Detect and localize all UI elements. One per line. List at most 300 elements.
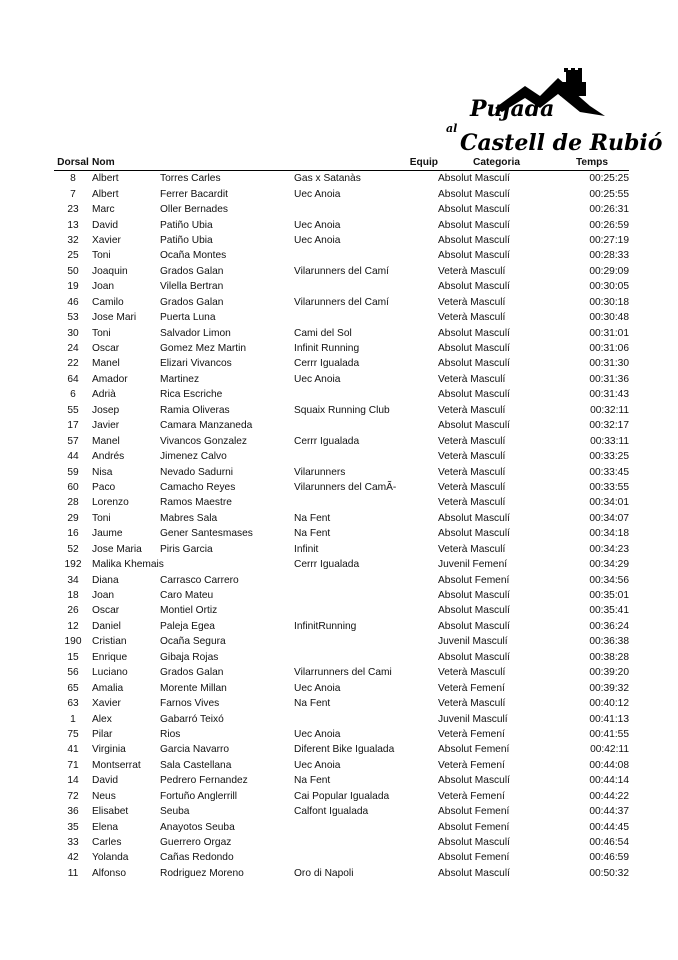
cell-cognom: Seuba <box>160 806 190 818</box>
table-row <box>54 588 629 603</box>
cell-temps: 00:44:37 <box>589 806 629 818</box>
cell-equip: Uec Anoia <box>294 373 341 385</box>
cell-dorsal: 1 <box>70 713 76 725</box>
cell-categoria: Absolut Masculí <box>438 620 510 632</box>
cell-cognom: Carrasco Carrero <box>160 574 239 586</box>
cell-nom: Joaquin <box>92 265 128 277</box>
cell-nom: Manel <box>92 435 120 447</box>
cell-nom: Xavier <box>92 698 121 710</box>
cell-cognom: Anayotos Seuba <box>160 821 235 833</box>
cell-equip: Infinit Running <box>294 343 360 355</box>
cell-nom: Alex <box>92 713 112 725</box>
cell-nom: Josep <box>92 404 120 416</box>
table-row <box>54 418 629 433</box>
cell-categoria: Veterà Masculí <box>438 481 506 493</box>
cell-categoria: Absolut Masculí <box>438 651 510 663</box>
cell-dorsal: 50 <box>67 265 79 277</box>
cell-nom: Joan <box>92 590 115 602</box>
table-row <box>54 619 629 634</box>
cell-dorsal: 29 <box>67 512 79 524</box>
cell-equip: Calfont Igualada <box>294 806 369 818</box>
cell-temps: 00:44:45 <box>589 821 629 833</box>
header-categoria: Categoria <box>438 155 555 171</box>
cell-dorsal: 52 <box>67 543 79 555</box>
cell-nom: David <box>92 775 119 787</box>
cell-categoria: Veterà Femení <box>438 790 505 802</box>
table-row <box>54 835 629 850</box>
cell-categoria: Absolut Masculí <box>438 867 510 879</box>
cell-equip <box>294 603 438 618</box>
cell-dorsal: 55 <box>67 404 79 416</box>
cell-categoria: Absolut Masculí <box>438 281 510 293</box>
table-row <box>54 279 629 294</box>
table-row <box>54 464 629 479</box>
cell-cognom: Vilella Bertran <box>160 281 224 293</box>
cell-cognom: Cañas Redondo <box>160 852 234 864</box>
cell-cognom: Gabarró Teixó <box>160 713 224 725</box>
cell-categoria: Absolut Femení <box>438 821 510 833</box>
cell-temps: 00:44:22 <box>589 790 629 802</box>
cell-equip: Na Fent <box>294 512 331 524</box>
cell-categoria: Veterà Masculí <box>438 451 506 463</box>
cell-dorsal: 19 <box>67 281 79 293</box>
cell-cognom: Sala Castellana <box>160 759 232 771</box>
cell-equip <box>294 819 438 834</box>
cell-dorsal: 60 <box>67 481 79 493</box>
table-row <box>54 387 629 402</box>
cell-temps: 00:44:14 <box>589 775 629 787</box>
cell-nom: David <box>92 219 119 231</box>
cell-temps: 00:41:55 <box>589 728 629 740</box>
table-row <box>54 742 629 757</box>
cell-nom: Toni <box>92 512 111 524</box>
cell-cognom: Ferrer Bacardit <box>160 188 228 200</box>
cell-nom: Javier <box>92 420 120 432</box>
cell-dorsal: 23 <box>67 204 79 216</box>
cell-cognom: Jimenez Calvo <box>160 451 227 463</box>
cell-temps: 00:33:25 <box>589 451 629 463</box>
table-row <box>54 264 629 279</box>
table-row <box>54 542 629 557</box>
cell-equip: Cerrr Igualada <box>294 435 360 447</box>
cell-nom: Jose Maria <box>92 543 142 555</box>
cell-equip: Squaix Running Club <box>294 404 390 416</box>
cell-equip <box>294 418 438 433</box>
cell-cognom: Elizari Vivancos <box>160 358 232 370</box>
cell-dorsal: 53 <box>67 312 79 324</box>
logo-line-3: Castell de Rubió <box>460 130 663 156</box>
cell-cognom: Paleja Egea <box>160 620 215 632</box>
table-row <box>54 634 629 649</box>
cell-cognom: Vivancos Gonzalez <box>160 435 248 447</box>
cell-equip <box>294 279 438 294</box>
cell-categoria: Veterà Masculí <box>438 543 506 555</box>
table-row <box>54 572 629 587</box>
cell-nom: Xavier <box>92 234 121 246</box>
cell-cognom: Camacho Reyes <box>160 481 236 493</box>
cell-equip: Cerrr Igualada <box>294 559 360 571</box>
cell-cognom: Pedrero Fernandez <box>160 775 248 787</box>
table-row <box>54 449 629 464</box>
table-row <box>54 325 629 340</box>
cell-categoria: Absolut Masculí <box>438 204 510 216</box>
logo-line-2: al <box>446 122 458 135</box>
cell-dorsal: 36 <box>67 806 79 818</box>
table-row <box>54 727 629 742</box>
cell-cognom: Gomez Mez Martin <box>160 343 247 355</box>
cell-temps: 00:34:56 <box>589 574 629 586</box>
cell-temps: 00:28:33 <box>589 250 629 262</box>
cell-categoria: Veterà Femení <box>438 728 505 740</box>
cell-temps: 00:41:13 <box>589 713 629 725</box>
cell-equip: Na Fent <box>294 528 331 540</box>
cell-equip: Vilarunners del Camí <box>294 296 389 308</box>
cell-temps: 00:31:30 <box>589 358 629 370</box>
cell-dorsal: 63 <box>67 698 79 710</box>
cell-nom: Adrià <box>92 389 116 401</box>
cell-temps: 00:25:25 <box>589 173 629 185</box>
cell-cognom: Ocaña Segura <box>160 636 226 648</box>
cell-temps: 00:26:59 <box>589 219 629 231</box>
table-row <box>54 233 629 248</box>
cell-cognom: Guerrero Orgaz <box>160 837 232 849</box>
cell-temps: 00:34:29 <box>589 559 629 571</box>
cell-equip <box>294 387 438 402</box>
cell-dorsal: 75 <box>67 728 79 740</box>
cell-categoria: Veterà Masculí <box>438 667 506 679</box>
cell-categoria: Absolut Masculí <box>438 605 510 617</box>
cell-dorsal: 42 <box>67 852 79 864</box>
cell-cognom <box>160 557 294 572</box>
cell-dorsal: 17 <box>67 420 79 432</box>
cell-equip: Vilarunners del CamÃ- <box>294 481 397 493</box>
cell-temps: 00:40:12 <box>589 698 629 710</box>
cell-nom: Joan <box>92 281 115 293</box>
cell-nom: Andrés <box>92 451 125 463</box>
table-row <box>54 495 629 510</box>
cell-cognom: Ramos Maestre <box>160 497 232 509</box>
cell-equip: Na Fent <box>294 698 331 710</box>
cell-dorsal: 71 <box>67 759 79 771</box>
cell-cognom: Grados Galan <box>160 296 224 308</box>
cell-cognom: Oller Bernades <box>160 204 228 216</box>
cell-categoria: Absolut Masculí <box>438 528 510 540</box>
cell-nom: Neus <box>92 790 116 802</box>
cell-cognom: Nevado Sadurni <box>160 466 234 478</box>
cell-categoria: Absolut Masculí <box>438 358 510 370</box>
cell-dorsal: 46 <box>67 296 79 308</box>
cell-categoria: Absolut Masculí <box>438 512 510 524</box>
cell-categoria: Juvenil Femení <box>438 559 508 571</box>
cell-temps: 00:25:55 <box>589 188 629 200</box>
cell-equip: Diferent Bike Igualada <box>294 744 395 756</box>
cell-equip: Vilarunners <box>294 466 346 478</box>
cell-temps: 00:42:11 <box>590 744 629 756</box>
cell-nom: Albert <box>92 173 119 185</box>
cell-categoria: Veterà Femení <box>438 759 505 771</box>
cell-categoria: Absolut Masculí <box>438 343 510 355</box>
results-body <box>54 171 629 882</box>
cell-nom: Luciano <box>92 667 128 679</box>
cell-dorsal: 7 <box>70 188 76 200</box>
header-dorsal: Dorsal <box>54 155 92 171</box>
cell-temps: 00:30:05 <box>589 281 629 293</box>
cell-equip: Uec Anoia <box>294 188 341 200</box>
table-row <box>54 866 629 881</box>
cell-equip <box>294 572 438 587</box>
cell-temps: 00:33:55 <box>589 481 629 493</box>
cell-equip: Cami del Sol <box>294 327 352 339</box>
cell-cognom: Gibaja Rojas <box>160 651 219 663</box>
cell-categoria: Veterà Masculí <box>438 698 506 710</box>
table-row <box>54 773 629 788</box>
cell-dorsal: 44 <box>67 451 79 463</box>
cell-equip: Infinit <box>294 543 319 555</box>
cell-dorsal: 65 <box>67 682 79 694</box>
table-row <box>54 171 629 187</box>
table-row <box>54 789 629 804</box>
cell-cognom: Morente Millan <box>160 682 227 694</box>
header-nom: Nom <box>92 155 160 171</box>
cell-cognom: Grados Galan <box>160 265 224 277</box>
cell-temps: 00:31:06 <box>589 343 629 355</box>
table-row <box>54 511 629 526</box>
cell-nom: Marc <box>92 204 115 216</box>
table-row <box>54 356 629 371</box>
cell-temps: 00:34:07 <box>589 512 629 524</box>
cell-dorsal: 64 <box>67 373 79 385</box>
cell-temps: 00:33:11 <box>590 435 629 447</box>
cell-nom: Elisabet <box>92 806 129 818</box>
cell-temps: 00:50:32 <box>589 867 629 879</box>
cell-categoria: Absolut Masculí <box>438 234 510 246</box>
cell-temps: 00:31:01 <box>589 327 629 339</box>
cell-temps: 00:29:09 <box>589 265 629 277</box>
cell-dorsal: 28 <box>67 497 79 509</box>
cell-temps: 00:30:48 <box>589 312 629 324</box>
cell-equip <box>294 495 438 510</box>
header-cognom <box>160 155 294 171</box>
cell-equip <box>294 449 438 464</box>
cell-categoria: Veterà Masculí <box>438 265 506 277</box>
cell-dorsal: 15 <box>67 651 79 663</box>
table-row <box>54 310 629 325</box>
cell-dorsal: 32 <box>67 234 79 246</box>
cell-categoria: Veterà Masculí <box>438 404 506 416</box>
cell-categoria: Absolut Masculí <box>438 837 510 849</box>
cell-temps: 00:26:31 <box>589 204 629 216</box>
cell-temps: 00:36:24 <box>589 620 629 632</box>
cell-cognom: Rios <box>160 728 181 740</box>
cell-dorsal: 18 <box>67 590 79 602</box>
cell-categoria: Juvenil Masculí <box>438 713 508 725</box>
cell-equip <box>294 588 438 603</box>
cell-cognom: Rodriguez Moreno <box>160 867 244 879</box>
cell-cognom: Ocaña Montes <box>160 250 227 262</box>
cell-nom: Carles <box>92 837 122 849</box>
cell-dorsal: 6 <box>70 389 76 401</box>
results-table <box>54 155 629 881</box>
cell-nom: Jose Mari <box>92 312 137 324</box>
cell-temps: 00:36:38 <box>589 636 629 648</box>
logo-line-1: Pujada <box>470 96 555 122</box>
cell-cognom: Fortuño Anglerrill <box>160 790 238 802</box>
cell-temps: 00:46:54 <box>589 837 629 849</box>
cell-temps: 00:44:08 <box>589 759 629 771</box>
table-header-row <box>54 155 629 171</box>
cell-equip: Uec Anoia <box>294 759 341 771</box>
cell-cognom: Camara Manzaneda <box>160 420 253 432</box>
table-row <box>54 696 629 711</box>
cell-categoria: Veterà Masculí <box>438 296 506 308</box>
cell-cognom: Piris Garcia <box>160 543 213 555</box>
cell-dorsal: 25 <box>67 250 79 262</box>
cell-nom: Toni <box>92 327 111 339</box>
table-row <box>54 403 629 418</box>
cell-categoria: Absolut Masculí <box>438 188 510 200</box>
cell-dorsal: 22 <box>67 358 79 370</box>
cell-dorsal: 13 <box>67 219 79 231</box>
cell-categoria: Veterà Masculí <box>438 373 506 385</box>
cell-categoria: Absolut Femení <box>438 806 510 818</box>
cell-dorsal: 14 <box>67 775 79 787</box>
cell-dorsal: 41 <box>67 744 79 756</box>
cell-cognom: Martinez <box>160 373 200 385</box>
event-logo <box>440 68 663 160</box>
cell-temps: 00:34:18 <box>589 528 629 540</box>
cell-nom: Camilo <box>92 296 124 308</box>
cell-equip: Na Fent <box>294 775 331 787</box>
table-row <box>54 186 629 201</box>
cell-dorsal: 26 <box>67 605 79 617</box>
cell-dorsal: 33 <box>67 837 79 849</box>
cell-equip <box>294 634 438 649</box>
cell-nom: Enrique <box>92 651 128 663</box>
cell-equip: Oro di Napoli <box>294 867 354 879</box>
table-row <box>54 433 629 448</box>
cell-categoria: Absolut Masculí <box>438 389 510 401</box>
cell-temps: 00:38:28 <box>589 651 629 663</box>
cell-equip: Uec Anoia <box>294 219 341 231</box>
cell-nom: Pilar <box>92 728 113 740</box>
cell-temps: 00:30:18 <box>589 296 629 308</box>
cell-dorsal: 30 <box>67 327 79 339</box>
cell-cognom: Caro Mateu <box>160 590 214 602</box>
cell-equip <box>294 248 438 263</box>
cell-categoria: Absolut Masculí <box>438 590 510 602</box>
cell-dorsal: 16 <box>67 528 79 540</box>
cell-dorsal: 59 <box>67 466 79 478</box>
cell-nom: Virginia <box>92 744 126 756</box>
cell-dorsal: 57 <box>67 435 79 447</box>
cell-temps: 00:39:20 <box>589 667 629 679</box>
cell-dorsal: 72 <box>67 790 79 802</box>
cell-cognom: Mabres Sala <box>160 512 218 524</box>
cell-nom: Amalia <box>92 682 124 694</box>
cell-nom: Cristian <box>92 636 127 648</box>
cell-equip: Vilarrunners del Cami <box>294 667 392 679</box>
cell-temps: 00:46:59 <box>589 852 629 864</box>
cell-nom: Albert <box>92 188 119 200</box>
cell-cognom: Salvador Limon <box>160 327 231 339</box>
cell-categoria: Absolut Masculí <box>438 327 510 339</box>
cell-categoria: Veterà Masculí <box>438 435 506 447</box>
cell-temps: 00:39:32 <box>589 682 629 694</box>
cell-equip <box>294 835 438 850</box>
cell-nom: Oscar <box>92 343 120 355</box>
header-temps: Temps <box>555 155 629 171</box>
cell-cognom: Garcia Navarro <box>160 744 230 756</box>
cell-equip: Cai Popular Igualada <box>294 790 390 802</box>
cell-dorsal: 12 <box>67 620 79 632</box>
cell-temps: 00:35:41 <box>589 605 629 617</box>
cell-categoria: Veterà Femení <box>438 682 505 694</box>
table-row <box>54 526 629 541</box>
table-row <box>54 804 629 819</box>
cell-equip <box>294 650 438 665</box>
cell-dorsal: 192 <box>64 559 82 571</box>
table-row <box>54 665 629 680</box>
cell-categoria: Absolut Masculí <box>438 775 510 787</box>
cell-nom: Diana <box>92 574 119 586</box>
cell-equip: Vilarunners del Camí <box>294 265 389 277</box>
table-row <box>54 819 629 834</box>
cell-dorsal: 190 <box>64 636 82 648</box>
table-row <box>54 850 629 865</box>
table-row <box>54 480 629 495</box>
cell-equip: Gas x Satanàs <box>294 173 361 185</box>
cell-nom: Oscar <box>92 605 120 617</box>
cell-dorsal: 34 <box>67 574 79 586</box>
cell-dorsal: 8 <box>70 173 76 185</box>
cell-equip: Cerrr Igualada <box>294 358 360 370</box>
cell-nom: Amador <box>92 373 128 385</box>
cell-equip <box>294 850 438 865</box>
cell-nom: Elena <box>92 821 119 833</box>
cell-nom: Nisa <box>92 466 113 478</box>
table-row <box>54 711 629 726</box>
table-row <box>54 202 629 217</box>
cell-temps: 00:27:19 <box>589 234 629 246</box>
cell-cognom: Patiño Ubia <box>160 234 213 246</box>
cell-cognom: Gener Santesmases <box>160 528 253 540</box>
cell-dorsal: 24 <box>67 343 79 355</box>
cell-categoria: Juvenil Masculí <box>438 636 508 648</box>
table-row <box>54 341 629 356</box>
cell-nom: Manel <box>92 358 120 370</box>
cell-nom: Toni <box>92 250 111 262</box>
cell-dorsal: 35 <box>67 821 79 833</box>
cell-temps: 00:34:23 <box>589 543 629 555</box>
cell-nom: Daniel <box>92 620 121 632</box>
table-row <box>54 248 629 263</box>
cell-temps: 00:31:43 <box>589 389 629 401</box>
table-row <box>54 217 629 232</box>
cell-dorsal: 11 <box>67 867 79 879</box>
cell-equip: Uec Anoia <box>294 234 341 246</box>
cell-cognom: Patiño Ubia <box>160 219 213 231</box>
cell-temps: 00:35:01 <box>589 590 629 602</box>
cell-categoria: Veterà Masculí <box>438 466 506 478</box>
cell-equip: Uec Anoia <box>294 728 341 740</box>
castle-mountain-logo <box>440 68 663 160</box>
cell-categoria: Absolut Masculí <box>438 173 510 185</box>
header-equip: Equip <box>294 155 438 171</box>
cell-categoria: Veterà Masculí <box>438 497 506 509</box>
cell-nom: Yolanda <box>92 852 129 864</box>
cell-nom: Malika Khemais <box>92 559 164 571</box>
cell-cognom: Grados Galan <box>160 667 224 679</box>
